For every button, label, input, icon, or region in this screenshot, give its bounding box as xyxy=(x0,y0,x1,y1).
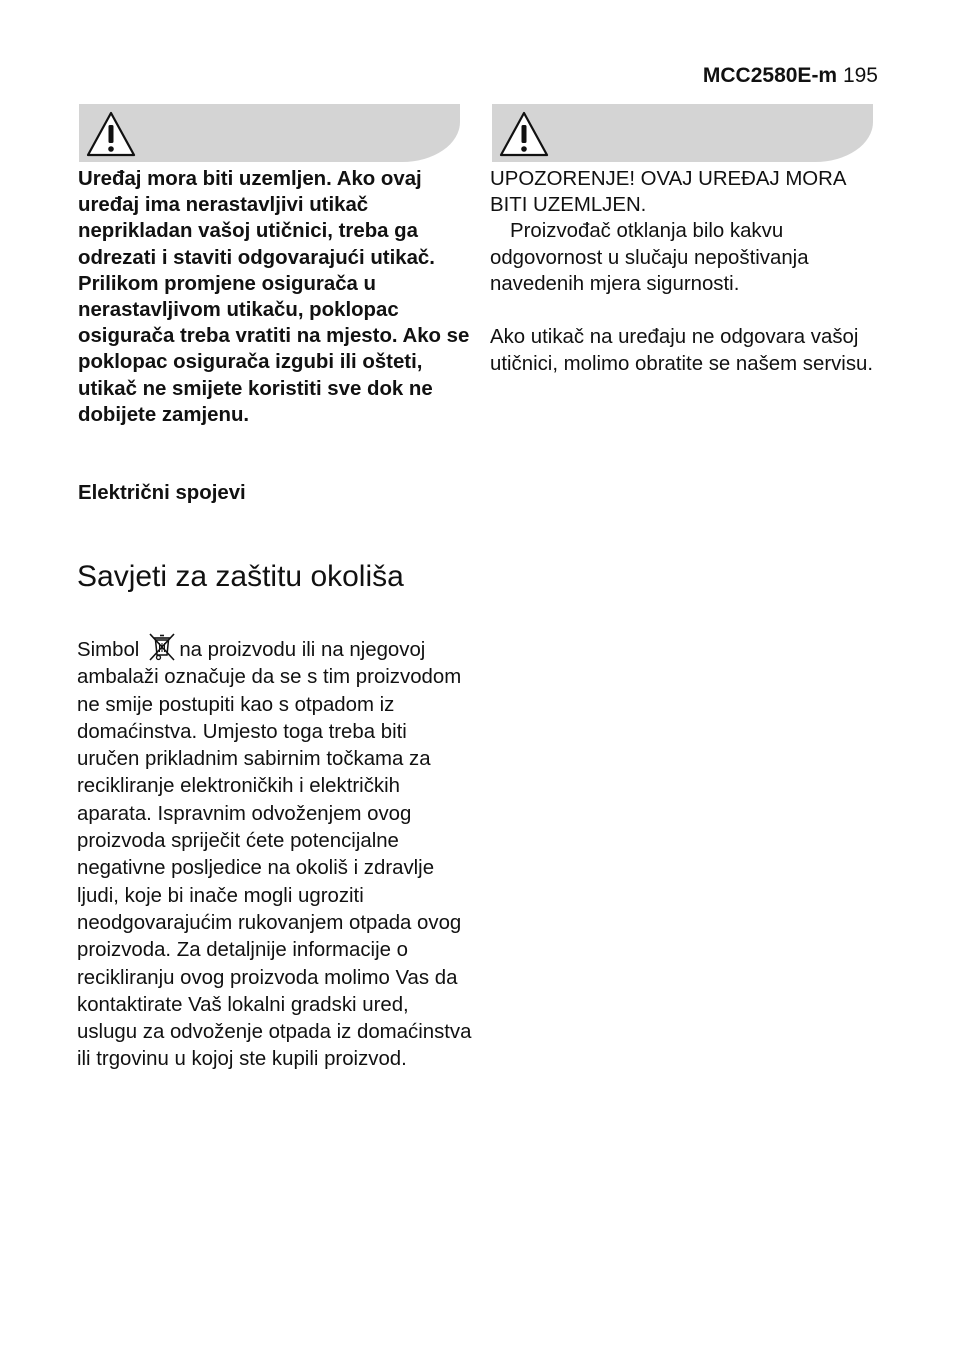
environment-section-title: Savjeti za zaštitu okoliša xyxy=(77,560,404,593)
page-header xyxy=(703,64,878,88)
warning-triangle-icon xyxy=(498,110,550,158)
model-number: MCC2580E-m xyxy=(702,64,838,87)
right-column xyxy=(490,166,880,379)
warning-banner-left xyxy=(79,104,460,162)
manufacturer-liability-text: Proizvođač otklanja bilo kakvu odgovornost u slučaju nepoštivanja navedenih mjera sigurnosti. xyxy=(490,220,809,295)
warning-banner-right xyxy=(492,104,873,162)
environment-body-text xyxy=(77,632,472,1074)
service-note-text: Ako utikač na uređaju ne odgovara vašoj utičnici, molimo obratite se našem servisu. xyxy=(490,326,874,376)
crossed-out-wheelie-bin-icon xyxy=(147,632,177,662)
warning-triangle-icon xyxy=(85,110,137,158)
page-number: 195 xyxy=(842,64,878,87)
electrical-connections-label: Električni spojevi xyxy=(78,482,246,504)
grounding-warning-text: Uređaj mora biti uzemljen. Ako ovaj uređaj ima nerastavljivi utikač neprikladan vašoj utičnici, treba ga odrezati i staviti odgovarajući utikač. Prilikom promjene osigurača u nerastavljivom utikaču, poklopac osigurača treba vratiti na mjesto. Ako se poklopac osigurača izgubi ili ošteti, utikač ne smijete koristiti sve dok ne dobijete zamjenu. xyxy=(78,168,470,426)
symbol-explanation: na proizvodu ili na njegovoj ambalaži označuje da se s tim proizvodom ne smije postupiti kao s otpadom iz domaćinstva. Umjesto toga treba biti uručen prikladnim sabirnim točkama za recikliranje elektroničkih i električkih aparata. Ispravnim odvoženjem ovog proizvoda spriječit ćete potencijalne negativne posljedice na okoliš i zdravlje ljudi, koje bi inače mogli ugroziti neodgovarajućim rukovanjem otpada ovog proizvoda. Za detaljnije informacije o recikliranju ovog proizvoda molimo Vas da kontaktirate Vaš lokalni gradski ured, uslugu za odvoženje otpada iz domaćinstva ili trgovinu u kojoj ste kupili proizvod. xyxy=(77,639,472,1071)
symbol-word: Simbol xyxy=(77,639,140,661)
grounding-warning-caps: UPOZORENJE! OVAJ UREĐAJ MORA BITI UZEMLJEN. xyxy=(490,168,846,217)
